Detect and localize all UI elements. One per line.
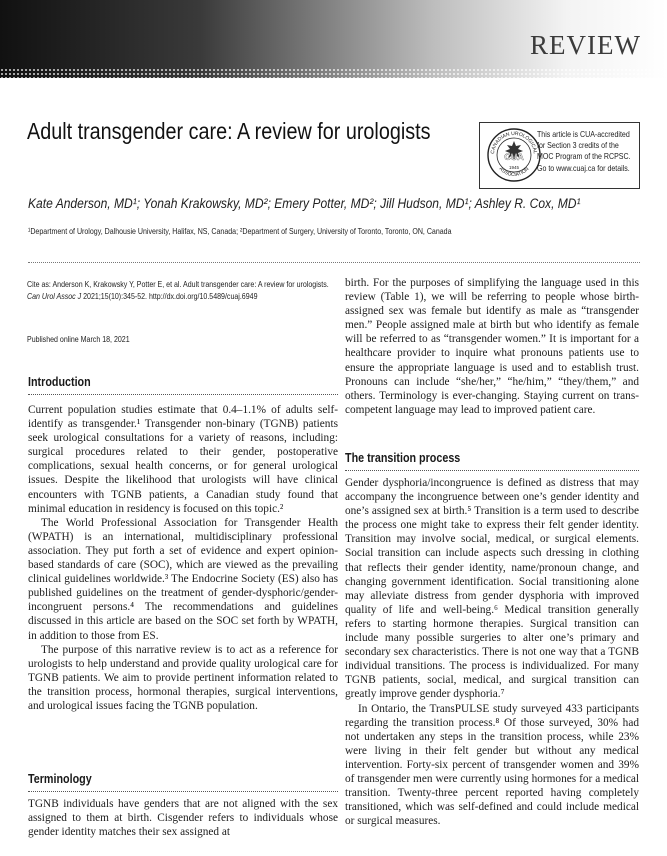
cme-line: Go to www.cuaj.ca for details. xyxy=(537,163,630,173)
paragraph: The purpose of this narrative review is to act as a reference for urologists to help understand and provide quality urological care for TGNB patients. We aim to provide pertinent information related to the transition process, hormonal therapies, surgical interventions, and urological issues facing the TGNB population. xyxy=(28,643,338,712)
cme-line: This article is CUA-accredited xyxy=(537,130,630,139)
cua-seal-logo xyxy=(486,127,542,183)
affiliations: ¹Department of Urology, Dalhousie University, Halifax, NS, Canada; ²Department of Surgery, University of Toronto, Toronto, ON, Canada xyxy=(28,226,452,236)
terminology-body-continued xyxy=(345,276,639,417)
paragraph: birth. For the purposes of simplifying the language used in this review (Table 1), we will be referring to people whose birth-assigned sex was female but identify as male as “transgender men.” People assigned male at birth but who identify as female will be referred to as “transgender women.” It is important for a healthcare provider to inquire what pronouns patients use to ensure the appropriate language is used and to establish trust. Pronouns can include “she/her,” “he/him,” “they/them,” and others. Terminology is ever-changing. Staying current on trans-competent language may lead to improved patient care. xyxy=(345,277,639,416)
heading-introduction: Introduction xyxy=(28,375,91,389)
introduction-body xyxy=(28,403,338,713)
citation-line: Cite as: Anderson K, Krakowsky Y, Potter E, et al. Adult transgender care: A review for urologists. xyxy=(27,279,329,289)
seal-year: 1945 xyxy=(508,165,520,170)
section-label: REVIEW xyxy=(530,30,641,60)
transition-body xyxy=(345,476,639,828)
cme-text xyxy=(537,129,632,174)
paragraph: Gender dysphoria/incongruence is defined as distress that may accompany the incongruence between one’s gender identity and one’s assigned sex at birth.⁵ Transition is a term used to describe the process one might take to express their felt gender identity. Transition may involve social, medical, or surgical elements. Social transition can include aspects such dressing in clothing that reflects their gender identity, name/pronoun change, and changing government identification. Social transitioning alone may alleviate distress from gender dysphoria with improved quality of life and well-being.⁶ Medical transition generally refers to starting hormone therapies. Surgical transition can include many possible surgeries to alter one’s primary and secondary sex characteristics. There is not one way that a TGNB individual transitions. The process is individualized. For many TGNB patients, social, medical, and surgical transition can greatly improve gender dysphoria.⁷ xyxy=(345,477,639,701)
author-list: Kate Anderson, MD¹; Yonah Krakowsky, MD²; Emery Potter, MD²; Jill Hudson, MD¹; Ashley R. Cox, MD¹ xyxy=(28,196,581,211)
doi-link[interactable]: 2021;15(10):345-52. http://dx.doi.org/10.5489/cuaj.6949 xyxy=(81,291,258,301)
section-rule xyxy=(28,394,338,395)
heading-terminology: Terminology xyxy=(28,772,92,786)
header-halftone xyxy=(0,68,667,78)
citation xyxy=(27,278,330,302)
paragraph: TGNB individuals have genders that are not aligned with the sex assigned to them at birth. Cisgender refers to individuals whose gender identity matches their sex assigned at xyxy=(28,798,338,839)
seal-text-top: CANADIAN UROLOGICAL xyxy=(489,130,538,155)
paragraph: Current population studies estimate that 0.4–1.1% of adults self-identify as transgender.¹ Transgender non-binary (TGNB) patients seek urological consultations for a variety of reasons, including: surgical procedures related to their gender, postoperative complications, sexual health concerns, or for general urological issues. Despite the likelihood that urologists will have clinical encounters with TGNB patients, a Canadian study found that minimal education in residency is focused on this topic.² xyxy=(28,404,338,515)
cme-line: for Section 3 credits of the xyxy=(537,141,619,151)
paragraph: The World Professional Association for Transgender Health (WPATH) is an international, multidisciplinary professional association. They put forth a set of evidence and expert opinion-based standards of care (SOC), which are viewed as the prevailing clinical guidelines worldwide.³ The Endocrine Society (ES) also has published guidelines on the treatment of gender-dysphoric/gender-incongruent persons.⁴ The recommendations and guidelines discussed in this article are based on the SOC set forth by WPATH, in addition to those from ES. xyxy=(28,516,338,642)
heading-transition-process: The transition process xyxy=(345,451,461,465)
section-rule xyxy=(28,791,338,792)
journal-name: Can Urol Assoc J xyxy=(27,291,82,301)
header-separator xyxy=(28,262,640,263)
terminology-body xyxy=(28,797,338,839)
published-date: Published online March 18, 2021 xyxy=(27,334,130,344)
seal-text-bottom: ASSOCIATION xyxy=(497,166,531,179)
section-rule xyxy=(345,470,639,471)
citation-line xyxy=(27,290,330,302)
cme-accreditation-box xyxy=(479,122,640,189)
paragraph: In Ontario, the TransPULSE study surveyed 433 participants regarding the transition process.⁸ Of those surveyed, 30% had not undertaken any steps in the transition process, while 23% were living in their felt gender but without any medical intervention. Forty-six percent of transgender women and 39% of transgender men were currently using hormones for a medical transition. Twenty-three percent reported having completely transitioned, which was self-defined and could include medical or surgical measures. xyxy=(345,702,639,828)
article-title: Adult transgender care: A review for urologists xyxy=(27,118,431,144)
cme-line: MOC Program of the RCPSC. xyxy=(537,152,631,162)
seal-letters: CUA xyxy=(504,152,524,162)
